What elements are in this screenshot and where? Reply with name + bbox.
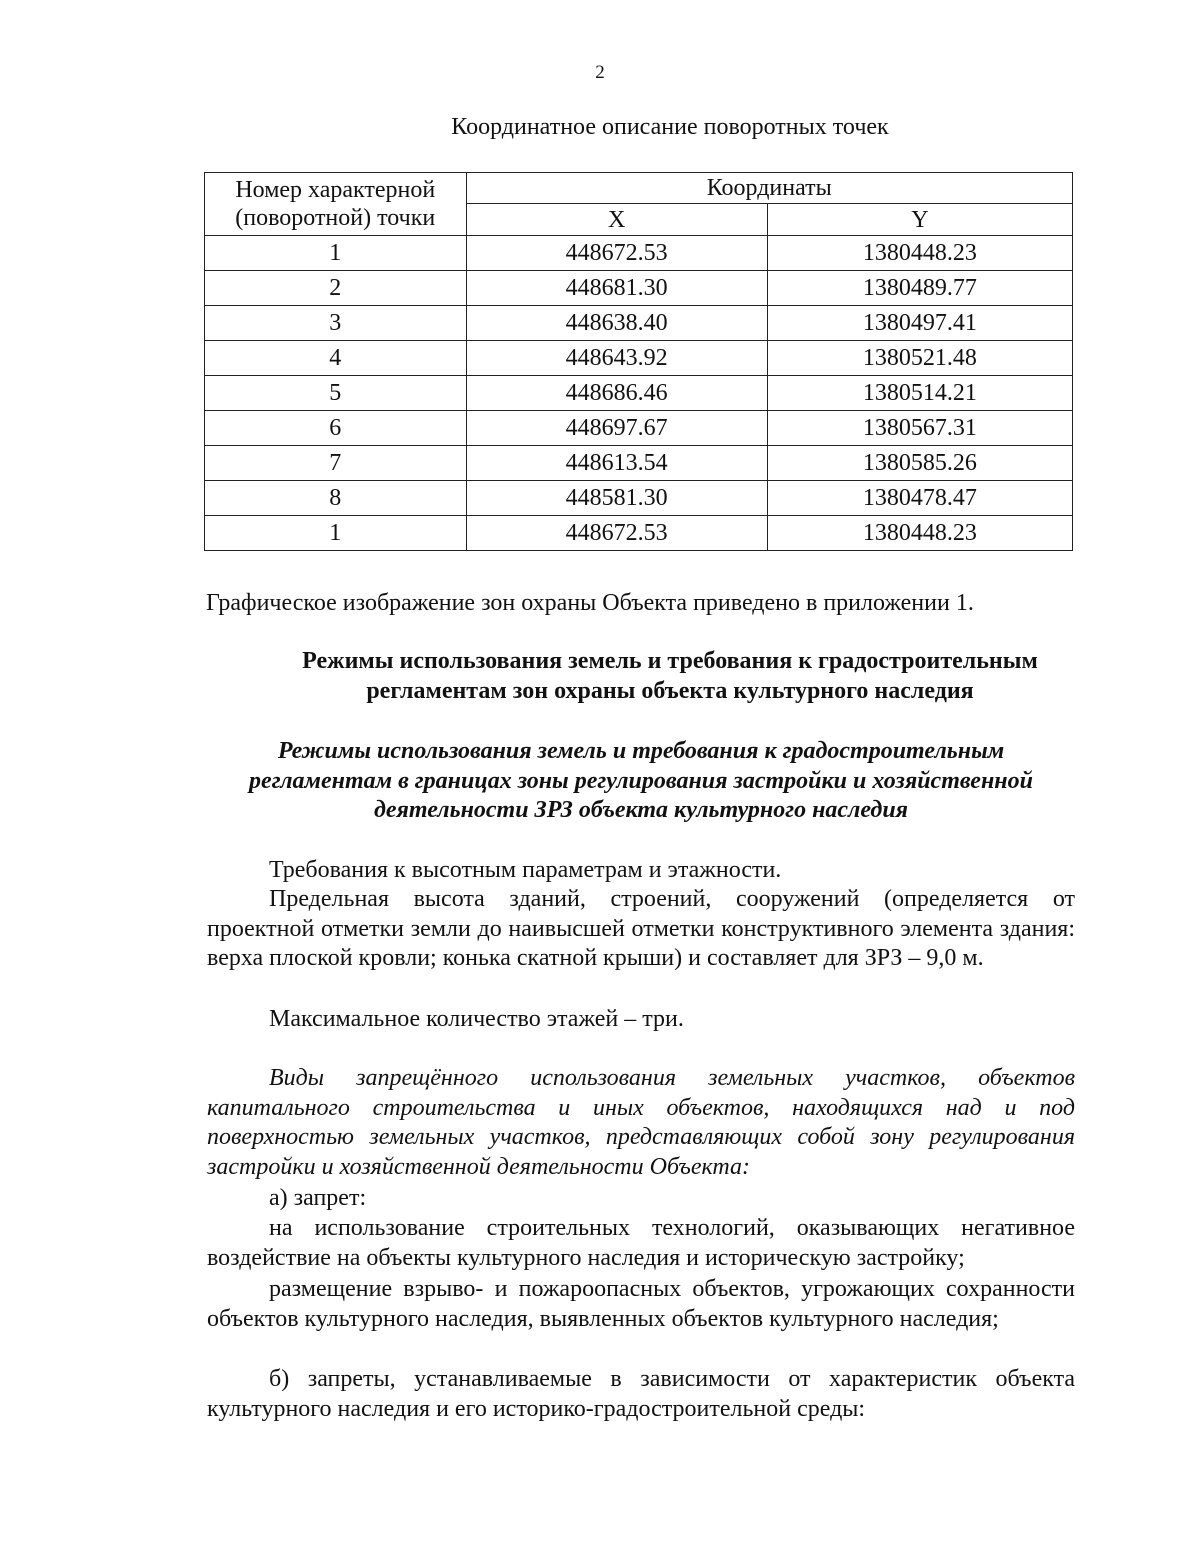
height-requirements-title: Требования к высотным параметрам и этажности. (269, 857, 782, 883)
cell-y: 1380478.47 (767, 481, 1072, 516)
cell-x: 448686.46 (466, 376, 767, 411)
subsection-heading (210, 737, 1072, 826)
table-row (205, 236, 1073, 271)
cell-point-number: 5 (205, 376, 467, 411)
page-number: 2 (595, 62, 605, 83)
table-row (205, 341, 1073, 376)
header-y: Y (767, 204, 1072, 236)
cell-y: 1380514.21 (767, 376, 1072, 411)
section-heading (230, 647, 1110, 706)
header-point-number (205, 173, 467, 236)
header-coordinates: Координаты (466, 173, 1073, 204)
subsection-heading-text: Режимы использования земель и требования к градостроительным регламентам в границах зоны регулирования застройки и хозяйственной деятельности ЗРЗ объекта культурного наследия (249, 738, 1033, 823)
cell-point-number: 3 (205, 306, 467, 341)
table-row (205, 411, 1073, 446)
item-a-paragraph-1: на использование строительных технологий, оказывающих негативное воздействие на объекты культурного наследия и историческую застройку; (207, 1215, 1075, 1271)
cell-x: 448581.30 (466, 481, 767, 516)
cell-x: 448613.54 (466, 446, 767, 481)
cell-point-number: 6 (205, 411, 467, 446)
coordinates-table (204, 172, 1073, 551)
prohibited-uses-intro: Виды запрещённого использования земельных участков, объектов капитального строительства и иных объектов, находящихся над и под поверхностью земельных участков, представляющих собой зону регулирования застройки и хозяйственной деятельности Объекта: (207, 1065, 1075, 1180)
section-heading-text: Режимы использования земель и требования к градостроительным регламентам зон охраны объекта культурного наследия (302, 648, 1038, 704)
item-b-paragraph: б) запреты, устанавливаемые в зависимости от характеристик объекта культурного наследия и его историко-градостроительной среды: (207, 1366, 1075, 1422)
cell-y: 1380497.41 (767, 306, 1072, 341)
header-point-line2: (поворотной) точки (235, 205, 436, 231)
max-floors-paragraph: Максимальное количество этажей – три. (269, 1006, 684, 1032)
graphic-note: Графическое изображение зон охраны Объекта приведено в приложении 1. (206, 590, 974, 616)
cell-x: 448697.67 (466, 411, 767, 446)
cell-y: 1380448.23 (767, 236, 1072, 271)
cell-x: 448643.92 (466, 341, 767, 376)
table-row (205, 271, 1073, 306)
cell-point-number: 4 (205, 341, 467, 376)
table-row (205, 446, 1073, 481)
header-x: X (466, 204, 767, 236)
cell-y: 1380585.26 (767, 446, 1072, 481)
height-limit-paragraph: Предельная высота зданий, строений, сооружений (определяется от проектной отметки земли до наивысшей отметки конструктивного элемента здания: верха плоской кровли; конька скатной крыши) и составляет для ЗРЗ – 9,0 м. (207, 886, 1075, 971)
cell-x: 448638.40 (466, 306, 767, 341)
coordinates-table-body (205, 236, 1073, 551)
table-row (205, 516, 1073, 551)
cell-point-number: 1 (205, 236, 467, 271)
item-a-paragraph-2: размещение взрыво- и пожароопасных объектов, угрожающих сохранности объектов культурного наследия, выявленных объектов культурного наследия; (207, 1276, 1075, 1332)
cell-y: 1380448.23 (767, 516, 1072, 551)
cell-x: 448681.30 (466, 271, 767, 306)
cell-point-number: 8 (205, 481, 467, 516)
table-title: Координатное описание поворотных точек (451, 114, 889, 140)
cell-y: 1380567.31 (767, 411, 1072, 446)
cell-y: 1380489.77 (767, 271, 1072, 306)
cell-point-number: 7 (205, 446, 467, 481)
cell-y: 1380521.48 (767, 341, 1072, 376)
table-row (205, 481, 1073, 516)
cell-x: 448672.53 (466, 516, 767, 551)
cell-x: 448672.53 (466, 236, 767, 271)
cell-point-number: 1 (205, 516, 467, 551)
cell-point-number: 2 (205, 271, 467, 306)
table-row (205, 306, 1073, 341)
item-a-label: а) запрет: (269, 1185, 367, 1211)
table-row (205, 376, 1073, 411)
header-point-line1: Номер характерной (235, 177, 436, 203)
